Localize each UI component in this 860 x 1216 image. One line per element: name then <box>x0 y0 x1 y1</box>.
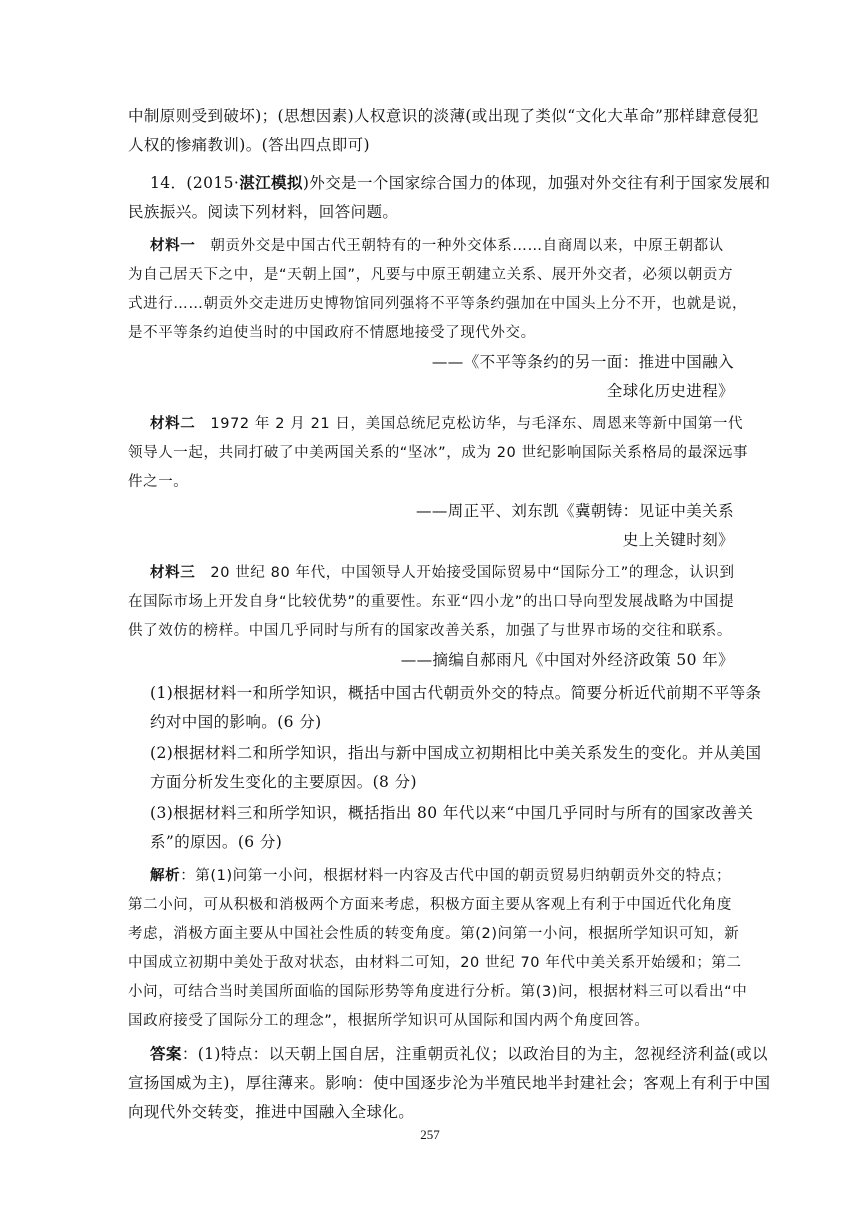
answer-line-2: 宣扬国威为主)，厚往薄来。影响：使中国逐步沦为半殖民地半封建社会；客观上有利于中国 <box>128 1074 771 1092</box>
material-2-line-1 <box>150 414 744 434</box>
analysis-line-1 <box>150 866 736 886</box>
analysis-text: ：第(1)问第一小问，根据材料一内容及古代中国的朝贡贸易归纳朝贡外交的特点； <box>180 868 732 884</box>
answer-line-1 <box>150 1044 768 1064</box>
material-2-line-2: 领导人一起，共同打破了中美两国关系的“坚冰”，成为 20 世纪影响国际关系格局的最深远事 <box>128 445 749 461</box>
question-14-line-2: 民族振兴。阅读下列材料，回答问题。 <box>128 203 399 221</box>
material-1-source-1: ——《不平等条约的另一面：推进中国融入 <box>431 353 734 371</box>
question-2-line-1: (2)根据材料二和所学知识，指出与新中国成立初期相比中美关系发生的变化。并从美国 <box>150 744 762 762</box>
question-1-line-2: 约对中国的影响。(6 分) <box>150 713 322 731</box>
material-text: 朝贡外交是中国古代王朝特有的一种外交体系……自商周以来，中原王朝都认 <box>195 238 724 254</box>
question-3-line-2: 系”的原因。(6 分) <box>150 833 283 851</box>
material-3-line-1 <box>150 563 736 583</box>
analysis-label: 解析 <box>150 868 181 884</box>
material-1-source-2: 全球化历史进程》 <box>606 382 734 400</box>
material-1-line-4: 是不平等条约迫使当时的中国政府不情愿地接受了现代外交。 <box>128 325 536 341</box>
material-2-source-1: ——周正平、刘东凯《冀朝铸：见证中美关系 <box>415 502 734 520</box>
question-text: )外交是一个国家综合国力的体现，加强对外交往有利于国家发展和 <box>302 174 771 192</box>
material-3-label: 材料三 <box>150 565 196 581</box>
material-3-source-1: ——摘编自郝雨凡《中国对外经济政策 50 年》 <box>400 651 734 669</box>
material-2-source-2: 史上关键时刻》 <box>622 531 734 549</box>
material-2-line-3: 件之一。 <box>128 474 189 490</box>
material-1-line-2: 为自己居天下之中，是“天朝上国”，凡要与中原王朝建立关系、展开外交者，必须以朝贡方 <box>128 267 734 283</box>
analysis-line-5: 小问，可结合当时美国所面临的国际形势等角度进行分析。第(3)问，根据材料三可以看出“中 <box>128 984 748 1000</box>
analysis-line-6: 国政府接受了国际分工的理念”，根据所学知识可从国际和国内两个角度回答。 <box>128 1013 650 1029</box>
material-2-label: 材料二 <box>150 416 196 432</box>
page-number: 257 <box>420 1127 440 1142</box>
analysis-line-4: 中国成立初期中美处于敌对状态，由材料二可知，20 世纪 70 年代中美关系开始缓和；第二 <box>128 955 742 971</box>
material-1-line-3: 式进行……朝贡外交走进历史博物馆同列强将不平等条约强加在中国头上分不开，也就是说， <box>128 296 748 312</box>
text-line: 人权的惨痛教训)。(答出四点即可) <box>128 136 370 154</box>
text-line: 中制原则受到破坏)；(思想因素)人权意识的淡薄(或出现了类似“文化大革命”那样肆意侵犯 <box>128 107 759 125</box>
question-number: 14．(2015· <box>150 174 240 192</box>
question-source: 湛江模拟 <box>239 173 303 192</box>
material-3-line-3: 供了效仿的榜样。中国几乎同时与所有的国家改善关系，加强了与世界市场的交往和联系。 <box>128 623 732 639</box>
material-text: 1972 年 2 月 21 日，美国总统尼克松访华，与毛泽东、周恩来等新中国第一代 <box>195 416 744 432</box>
material-1-line-1 <box>150 236 736 256</box>
answer-label: 答案 <box>150 1044 182 1063</box>
question-3-line-1: (3)根据材料三和所学知识，概括指出 80 年代以来“中国几乎同时与所有的国家改善关 <box>150 804 754 822</box>
analysis-line-2: 第二小问，可从积极和消极两个方面来考虑，积极方面主要从客观上有利于中国近代化角度 <box>128 897 732 913</box>
question-14-line-1 <box>150 173 771 193</box>
material-1-label: 材料一 <box>150 238 196 254</box>
material-3-line-2: 在国际市场上开发自身“比较优势”的重要性。东亚“四小龙”的出口导向型发展战略为中国提 <box>128 594 735 610</box>
answer-line-3: 向现代外交转变，推进中国融入全球化。 <box>128 1103 415 1121</box>
answer-text: ：(1)特点：以天朝上国自居，注重朝贡礼仪；以政治目的为主，忽视经济利益(或以 <box>181 1045 768 1063</box>
analysis-line-3: 考虑，消极方面主要从中国社会性质的转变角度。第(2)问第一小问，根据所学知识可知，新 <box>128 926 740 942</box>
question-1-line-1: (1)根据材料一和所学知识，概括中国古代朝贡外交的特点。简要分析近代前期不平等条 <box>150 684 762 702</box>
material-text: 20 世纪 80 年代，中国领导人开始接受国际贸易中“国际分工”的理念，认识到 <box>195 565 735 581</box>
question-2-line-2: 方面分析发生变化的主要原因。(8 分) <box>150 773 417 791</box>
